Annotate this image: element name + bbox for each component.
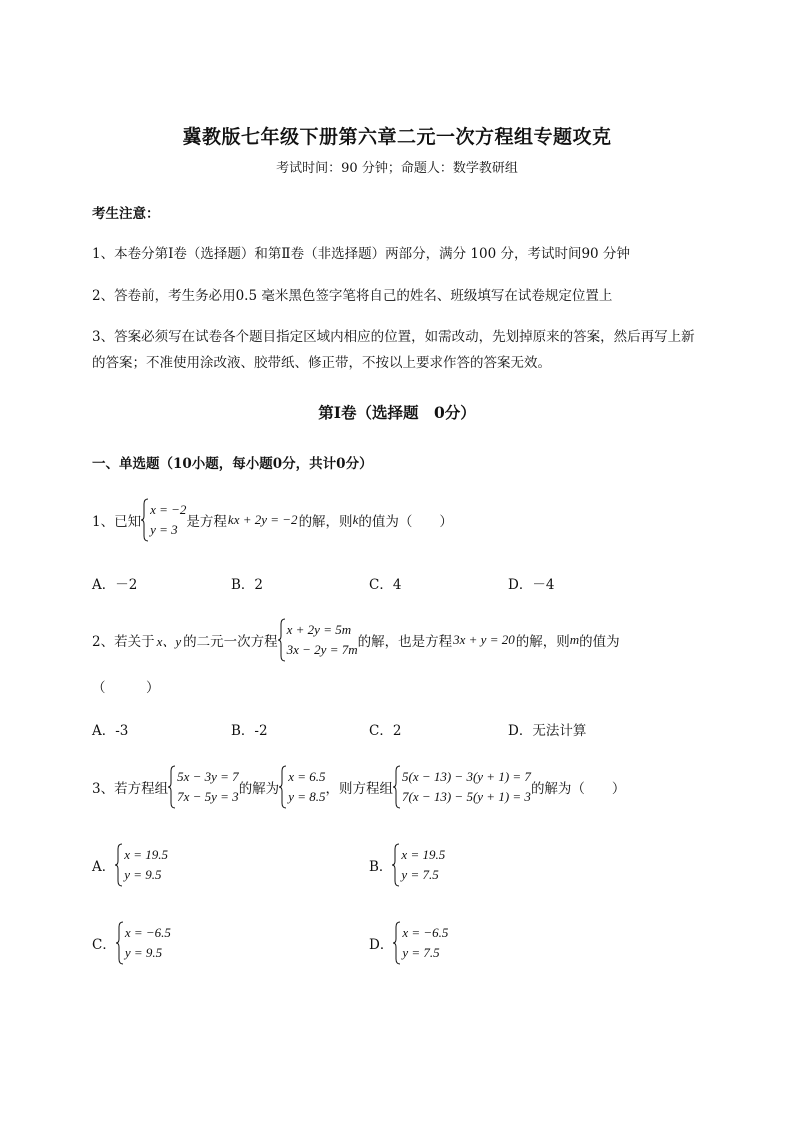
q3-b-line-1: x = 19.5: [401, 847, 446, 862]
notice-item-3-cont: 的答案；不准使用涂改液、胶带纸、修正带，不按以上要求作答的答案无效。: [92, 355, 551, 371]
q3-c-line-1: x = −6.5: [124, 925, 171, 940]
q3-option-a-label: A．: [92, 859, 116, 875]
q3-option-d-label: D．: [369, 937, 394, 953]
brace-icon: [392, 843, 400, 887]
q3-sys2-line-2: y = 8.5: [288, 789, 326, 804]
q1-prefix: 1、已知: [92, 514, 142, 530]
q2-option-c[interactable]: C．2: [369, 723, 402, 739]
q3-b-line-2: y = 7.5: [401, 867, 439, 882]
q3-option-b[interactable]: [369, 843, 445, 887]
q1-end: 的值为（ ）: [358, 514, 453, 530]
q2-prefix: 2、若关于: [92, 634, 155, 650]
q1-option-b[interactable]: B．2: [231, 577, 264, 593]
q2-var: m: [569, 632, 580, 647]
q2-answer-paren: （ ）: [92, 680, 160, 696]
q3-a-line-2: y = 9.5: [124, 867, 162, 882]
brace-icon: [279, 765, 287, 809]
q3-mid: 的解为: [238, 781, 280, 797]
q3-prefix: 3、若方程组: [92, 781, 169, 797]
q2-sys-line-2: 3x − 2y = 7m: [286, 642, 358, 657]
brace-icon: [278, 618, 286, 662]
q3-option-d-system: [393, 923, 448, 963]
q1-sys-line-2: y = 3: [150, 522, 178, 537]
brace-icon: [168, 765, 176, 809]
q3-a-line-1: x = 19.5: [124, 847, 169, 862]
notice-item-1: 1、本卷分第Ⅰ卷（选择题）和第Ⅱ卷（非选择题）两部分，满分 100 分，考试时间90 分钟: [92, 246, 630, 262]
q3-sys1-line-1: 5x − 3y = 7: [177, 769, 239, 784]
q2-system: [278, 620, 358, 660]
q3-sys2-line-1: x = 6.5: [288, 769, 326, 784]
q3-option-a[interactable]: [92, 843, 168, 887]
q3-system-3: [393, 767, 531, 807]
brace-icon: [115, 843, 123, 887]
section-title: 第Ⅰ卷（选择题 0分）: [318, 403, 476, 422]
exam-subtitle: 考试时间：90 分钟；命题人：数学教研组: [276, 161, 518, 176]
q2-mid: 的二元一次方程: [183, 634, 278, 650]
q3-option-b-label: B．: [369, 859, 393, 875]
q3-end: 的解为（ ）: [530, 781, 626, 797]
notice-item-3: 3、答案必须写在试卷各个题目指定区域内相应的位置，如需改动，先划掉原来的答案，然后再写上新: [92, 329, 695, 345]
exam-title: 冀教版七年级下册第六章二元一次方程组专题攻克: [182, 126, 612, 148]
q3-system-2: [279, 767, 325, 807]
q2-option-b[interactable]: B．-2: [231, 723, 268, 739]
q1-sys-line-1: x = −2: [150, 502, 187, 517]
q3-sys3-line-2: 7(x − 13) − 5(y + 1) = 3: [401, 789, 531, 804]
notice-heading: 考生注意：: [92, 206, 160, 222]
q1-option-a[interactable]: A．－2: [92, 577, 138, 593]
brace-icon: [141, 498, 149, 542]
q1-equation: kx + 2y = −2: [227, 512, 298, 527]
part-title: 一、单选题（10小题，每小题0分，共计0分）: [92, 456, 373, 472]
q2-end: 的值为: [579, 634, 620, 650]
question-2: [92, 618, 620, 662]
q3-c-line-2: y = 9.5: [124, 945, 163, 960]
q1-system: [141, 500, 186, 540]
q2-vars: x、y: [156, 633, 182, 649]
notice-item-2: 2、答卷前，考生务必用0.5 毫米黑色签字笔将自己的姓名、班级填写在试卷规定位置上: [92, 288, 613, 304]
q2-sys-line-1: x + 2y = 5m: [286, 622, 352, 637]
q3-mid2: ，则方程组: [325, 781, 393, 797]
q3-option-a-system: [115, 845, 168, 885]
q3-option-c-label: C．: [92, 937, 116, 953]
q3-option-c-system: [116, 923, 171, 963]
brace-icon: [393, 921, 401, 965]
q3-sys1-line-2: 7x − 5y = 3: [177, 789, 239, 804]
question-1: [92, 498, 453, 542]
q1-option-d[interactable]: D．－4: [508, 577, 555, 593]
q3-sys3-line-1: 5(x − 13) − 3(y + 1) = 7: [401, 769, 531, 784]
q2-mid2: 的解，也是方程: [357, 634, 453, 650]
q3-option-d[interactable]: [369, 921, 448, 965]
brace-icon: [116, 921, 124, 965]
q3-system-1: [168, 767, 239, 807]
q2-equation: 3x + y = 20: [453, 632, 515, 647]
brace-icon: [393, 765, 401, 809]
q3-d-line-2: y = 7.5: [402, 945, 440, 960]
q1-mid: 是方程: [186, 514, 227, 530]
q1-option-c[interactable]: C．4: [369, 577, 402, 593]
q1-var: k: [352, 512, 359, 527]
question-3: [92, 765, 625, 809]
q2-suffix: 的解，则: [515, 634, 570, 650]
q2-option-d[interactable]: D．无法计算: [508, 723, 587, 739]
q3-option-b-system: [392, 845, 445, 885]
q2-option-a[interactable]: A．-3: [92, 723, 129, 739]
q1-suffix: 的解，则: [298, 514, 353, 530]
q3-option-c[interactable]: [92, 921, 171, 965]
q3-d-line-1: x = −6.5: [402, 925, 449, 940]
